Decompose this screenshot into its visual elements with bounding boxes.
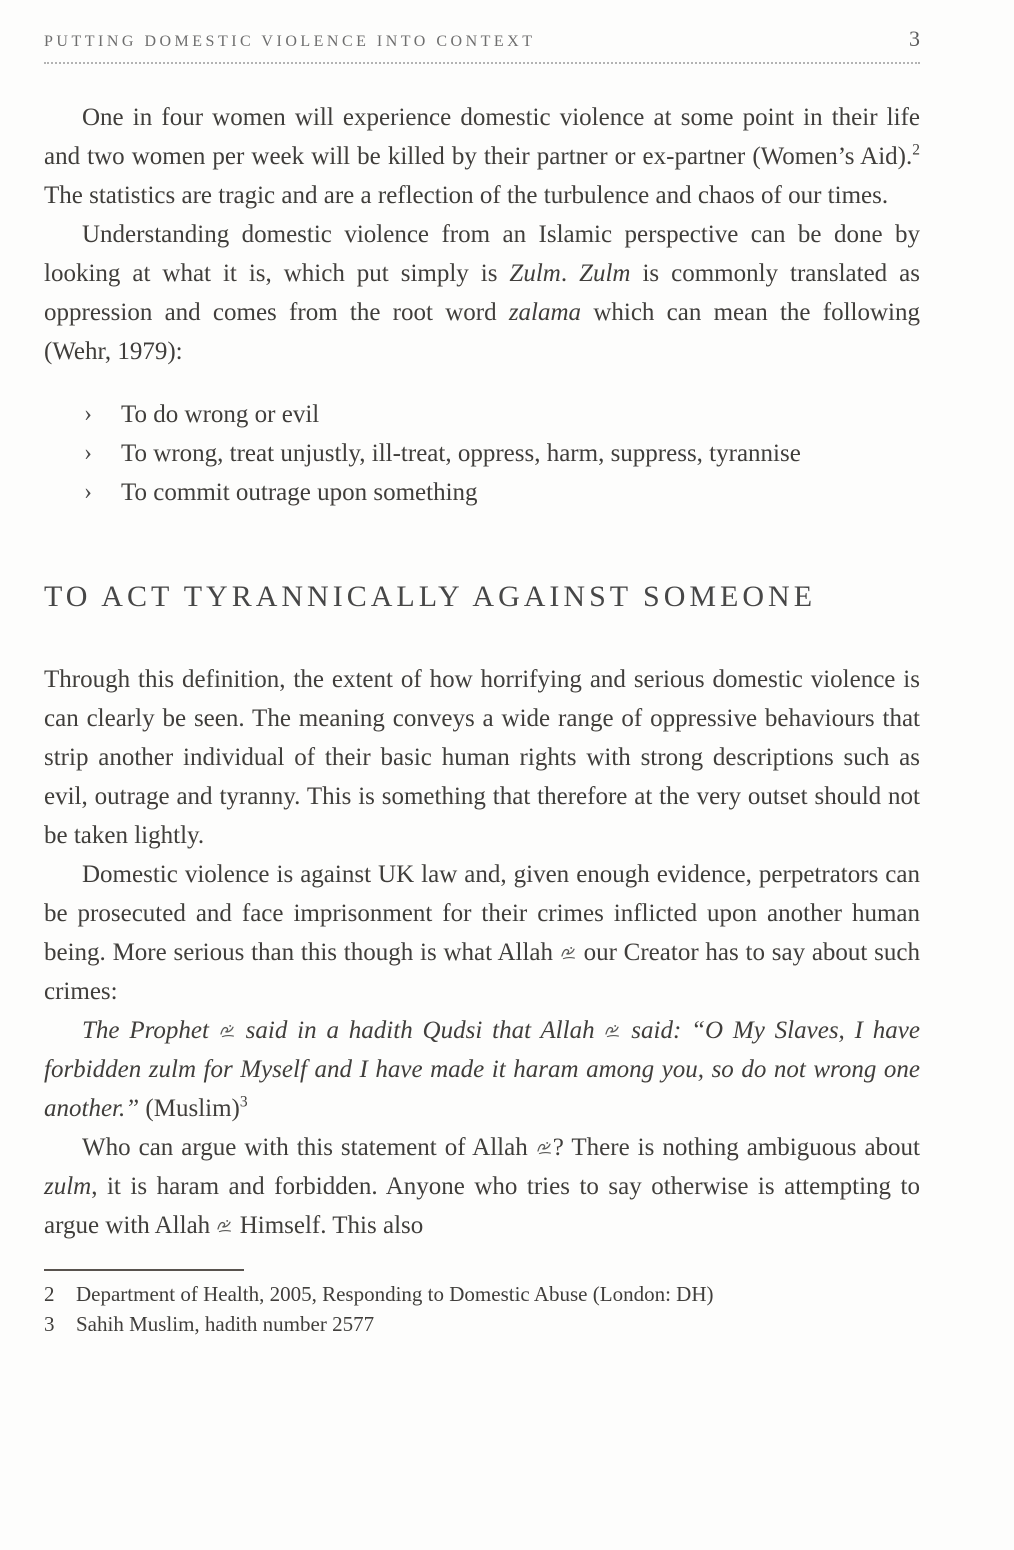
bullet-marker-icon: › (84, 440, 92, 466)
text-segment: zulm (44, 1173, 92, 1200)
footnotes-section (44, 1269, 920, 1339)
text-segment: Zulm (579, 260, 631, 287)
prophet-honorific-icon (219, 1024, 236, 1039)
text-segment: , it is haram and forbidden. Anyone who tries to say otherwise is attempting to argue with Allah (44, 1173, 920, 1239)
bullet-marker-icon: › (84, 401, 92, 427)
text-segment: Through this definition, the extent of how horrifying and serious domestic violence is can clearly be seen. The meaning conveys a wide range of oppressive behaviours that strip another individual of their basic human rights with strong descriptions such as evil, outrage and tyranny. This is something that therefore at the very outset should not be taken lightly. (44, 666, 920, 849)
text-segment: (Muslim) (145, 1095, 240, 1122)
text-segment: The Prophet (82, 1017, 219, 1044)
allah-honorific-icon (604, 1024, 621, 1039)
header-divider-rule (44, 62, 920, 64)
text-segment: The statistics are tragic and are a reflection of the turbulence and chaos of our times. (44, 182, 889, 209)
paragraph-uk-law (44, 855, 920, 1011)
footnote (44, 1279, 920, 1309)
footnote (44, 1309, 920, 1339)
running-header (44, 26, 920, 52)
text-segment: Himself. This also (233, 1212, 424, 1239)
list-item-text: To commit outrage upon something (121, 479, 478, 506)
list-item (44, 395, 920, 434)
paragraph-who-can-argue (44, 1128, 920, 1245)
text-segment: ? There is nothing ambiguous about (552, 1134, 920, 1161)
text-segment: Understanding domestic violence from an Islamic perspective can be done by looking at what it is, which put simply is (44, 221, 920, 287)
list-item-text: To do wrong or evil (121, 401, 320, 428)
footnote-number: 2 (44, 1282, 55, 1306)
page-number: 3 (909, 26, 920, 51)
list-item (44, 434, 920, 473)
body-text-column (44, 98, 920, 1245)
paragraph-definition-extent (44, 660, 920, 855)
paragraph-statistics (44, 98, 920, 215)
list-item-text: To wrong, treat unjustly, ill-treat, oppress, harm, suppress, tyrannise (121, 440, 801, 467)
allah-honorific-icon (560, 946, 577, 961)
text-segment: . (560, 260, 580, 287)
text-segment: said: “O My Slaves, I have forbidden zulm for Myself and I have made it haram among you, so do not wrong one another.” (44, 1017, 921, 1122)
text-segment: our Creator has to say about such crimes: (44, 939, 920, 1005)
text-segment: said in a hadith Qudsi that Allah (235, 1017, 605, 1044)
bullet-marker-icon: › (84, 479, 92, 505)
allah-honorific-icon (536, 1141, 553, 1156)
allah-honorific-icon (216, 1219, 233, 1234)
paragraph-hadith-qudsi (44, 1011, 920, 1128)
footnote-text: Department of Health, 2005, Responding to Domestic Abuse (London: DH) (76, 1282, 714, 1306)
text-segment: Who can argue with this statement of Allah (82, 1134, 536, 1161)
text-segment: which can mean the following (Wehr, 1979): (44, 299, 920, 365)
text-segment: zalama (508, 299, 582, 326)
footnote-separator-rule (44, 1269, 244, 1271)
section-heading: TO ACT TYRANNICALLY AGAINST SOMEONE (44, 580, 817, 613)
paragraph-zulm-definition (44, 215, 920, 371)
text-segment: is commonly translated as oppression and comes from the root word (44, 260, 920, 326)
footnote-text: Sahih Muslim, hadith number 2577 (76, 1312, 375, 1336)
footnote-number: 3 (44, 1312, 55, 1336)
text-segment: Zulm (509, 260, 561, 287)
text-segment: 2 (912, 141, 920, 159)
text-segment: Domestic violence is against UK law and, given enough evidence, perpetrators can be prosecuted and face imprisonment for their crimes inflicted upon another human being. More serious than this though is what Allah (44, 861, 920, 966)
text-segment: 3 (239, 1093, 248, 1111)
text-segment: One in four women will experience domestic violence at some point in their life and two women per week will be killed by their partner or ex-partner (Women’s Aid). (44, 104, 920, 170)
running-header-title: PUTTING DOMESTIC VIOLENCE INTO CONTEXT (44, 33, 536, 50)
zulm-meanings-list (44, 395, 920, 512)
list-item (44, 473, 920, 512)
